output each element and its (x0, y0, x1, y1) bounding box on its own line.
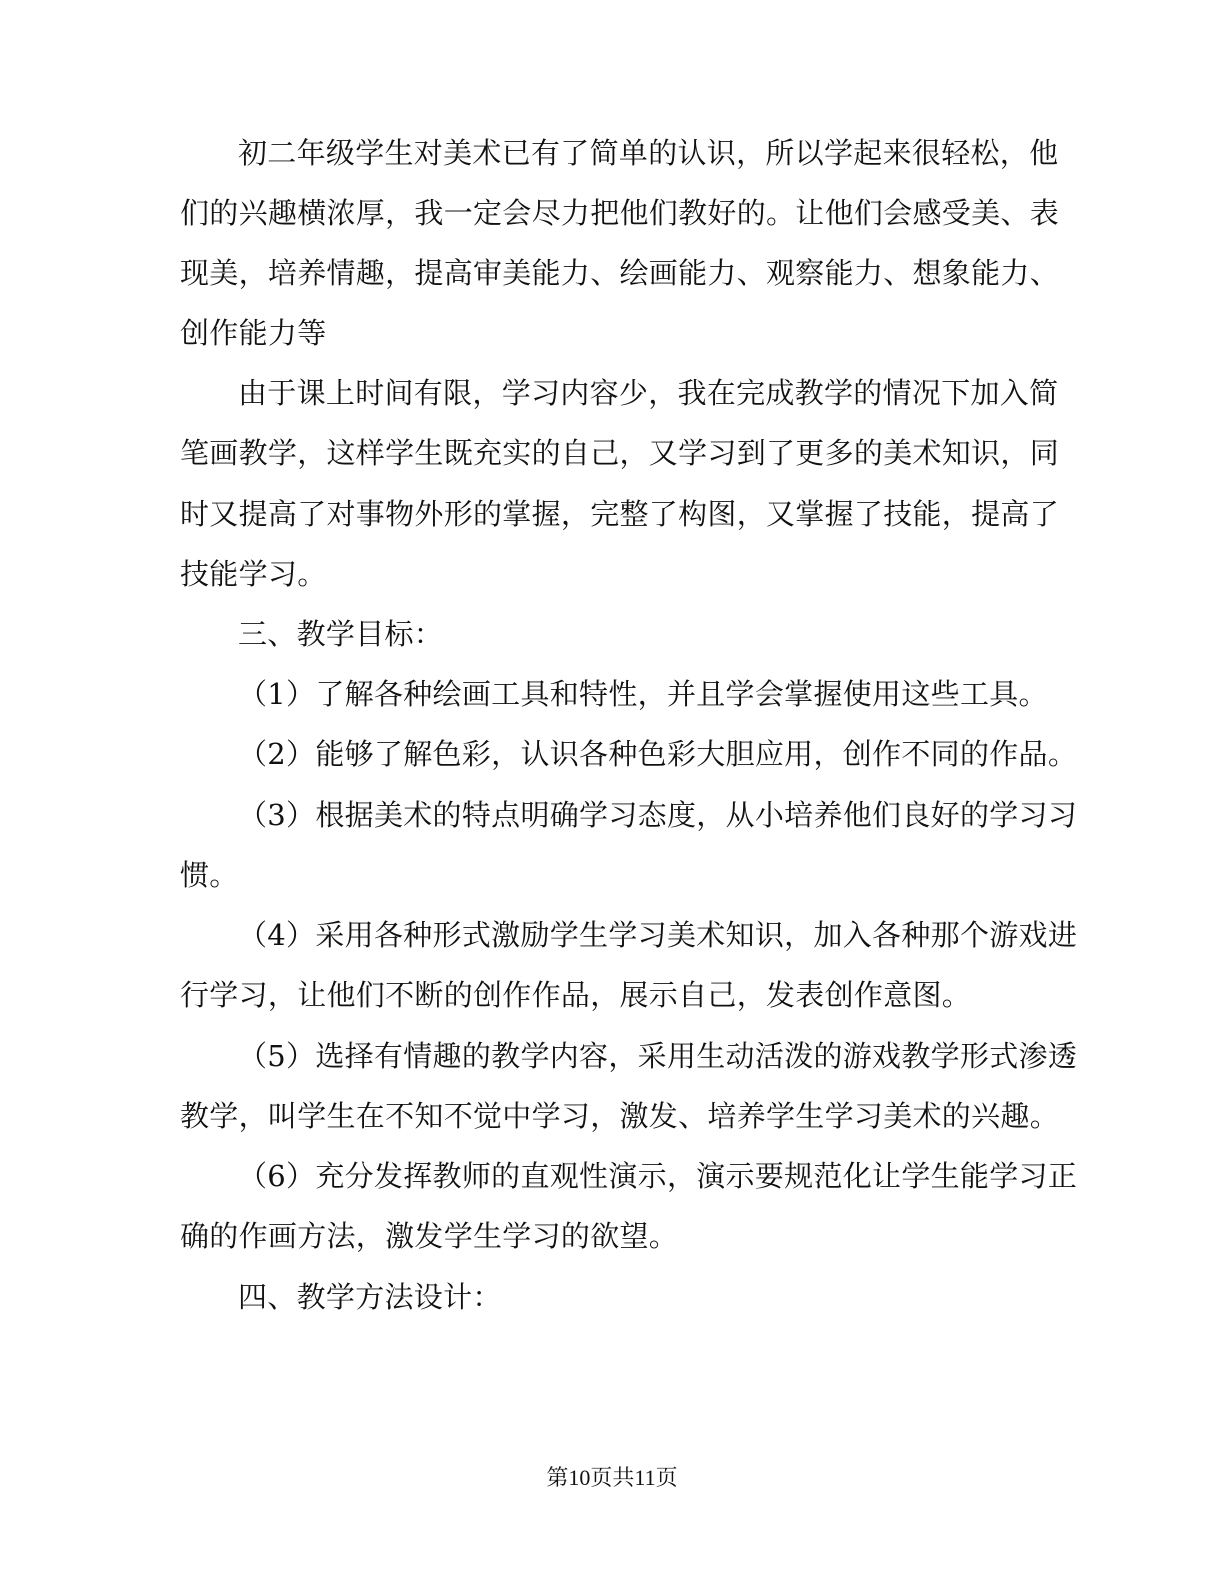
list-item: （1）了解各种绘画工具和特性，并且学会掌握使用这些工具。 (238, 677, 1048, 711)
list-item: （5）选择有情趣的教学内容，采用生动活泼的游戏教学形式渗透 (238, 1039, 1078, 1073)
text-line: 笔画教学，这样学生既充实的自己，又学习到了更多的美术知识，同 (180, 436, 1060, 470)
text-line: 创作能力等 (180, 316, 327, 350)
text-line: 行学习，让他们不断的创作作品，展示自己，发表创作意图。 (180, 978, 972, 1012)
text-line: 确的作画方法，激发学生学习的欲望。 (180, 1219, 679, 1253)
list-item: （2）能够了解色彩，认识各种色彩大胆应用，创作不同的作品。 (238, 737, 1078, 771)
text-line: 由于课上时间有限，学习内容少，我在完成教学的情况下加入简 (238, 376, 1059, 410)
text-line: 现美，培养情趣，提高审美能力、绘画能力、观察能力、想象能力、 (180, 256, 1060, 290)
text-line: 时又提高了对事物外形的掌握，完整了构图，又掌握了技能，提高了 (180, 497, 1060, 531)
text-line: 技能学习。 (180, 557, 327, 591)
text-line: 惯。 (180, 858, 239, 892)
page-number: 第10页共11页 (546, 1465, 678, 1490)
list-item: （4）采用各种形式激励学生学习美术知识，加入各种那个游戏进 (238, 918, 1078, 952)
text-line: 们的兴趣横浓厚，我一定会尽力把他们教好的。让他们会感受美、表 (180, 196, 1060, 230)
section-heading: 三、教学目标： (238, 617, 444, 651)
section-heading: 四、教学方法设计： (238, 1280, 502, 1314)
text-line: 教学，叫学生在不知不觉中学习，激发、培养学生学习美术的兴趣。 (180, 1099, 1060, 1133)
list-item: （3）根据美术的特点明确学习态度，从小培养他们良好的学习习 (238, 798, 1078, 832)
list-item: （6）充分发挥教师的直观性演示，演示要规范化让学生能学习正 (238, 1159, 1078, 1193)
text-line: 初二年级学生对美术已有了简单的认识，所以学起来很轻松，他 (238, 136, 1059, 170)
